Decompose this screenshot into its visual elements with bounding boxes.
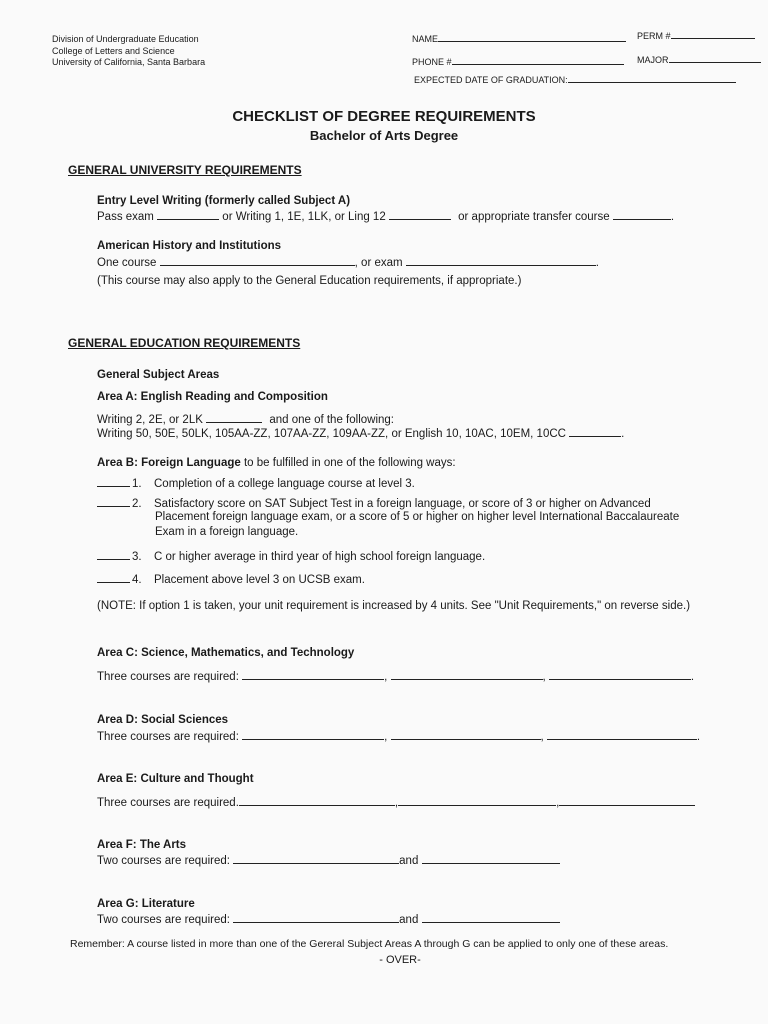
ahi-note: (This course may also apply to the General Education requirements, if appropriate.)	[97, 275, 522, 287]
area-f-blank-1[interactable]	[233, 853, 399, 864]
area-e-required-label: Three courses are required.	[97, 797, 239, 809]
perm-field[interactable]	[637, 29, 755, 41]
area-c-blank-3[interactable]	[549, 669, 691, 680]
section-heading-ge: GENERAL EDUCATION REQUIREMENTS	[68, 336, 301, 350]
area-a-writing50-label: Writing 50, 50E, 50LK, 105AA-ZZ, 107AA-ZZ, 109AA-ZZ, or English 10, 10AC, 10EM, 10CC	[97, 428, 566, 440]
phone-label: PHONE #	[412, 57, 452, 67]
option-text: Completion of a college language course at level 3.	[154, 478, 415, 490]
name-blank[interactable]	[438, 32, 626, 42]
perm-blank[interactable]	[671, 29, 755, 39]
area-e-blank-1[interactable]	[239, 795, 395, 806]
major-label: MAJOR	[637, 55, 669, 65]
perm-label: PERM #	[637, 31, 671, 41]
area-e-row: Three courses are required. , ,	[97, 795, 695, 809]
area-e-blank-3[interactable]	[559, 795, 695, 806]
area-b-option-1	[97, 476, 415, 490]
option-text: Placement above level 3 on UCSB exam.	[154, 574, 365, 586]
org-line: Division of Undergraduate Education	[52, 34, 199, 44]
org-line: University of California, Santa Barbara	[52, 57, 206, 67]
area-a-line2: Writing 50, 50E, 50LK, 105AA-ZZ, 107AA-ZZ, 109AA-ZZ, or English 10, 10AC, 10EM, 10CC .	[97, 428, 625, 440]
ahi-row: One course , or exam .	[97, 257, 599, 269]
area-d-row: Three courses are required: , , .	[97, 731, 701, 743]
elw-transfer-blank[interactable]	[613, 209, 671, 220]
option-2-continued: Placement foreign language exam, or a score of 5 or higher on higher level International Baccalaureate	[155, 511, 680, 523]
name-field[interactable]	[412, 32, 626, 44]
ahi-course-label: One course	[97, 257, 157, 269]
area-c-required-label: Three courses are required:	[97, 671, 239, 683]
area-g-and: and	[399, 914, 419, 926]
ahi-exam-label: , or exam	[354, 257, 403, 269]
area-c-title: Area C: Science, Mathematics, and Technology	[97, 647, 355, 659]
option-number: 2.	[132, 498, 142, 510]
area-c-blank-2[interactable]	[391, 669, 543, 680]
elw-transfer-label: or appropriate transfer course	[458, 211, 610, 223]
area-d-blank-1[interactable]	[242, 729, 384, 740]
remember-note: Remember: A course listed in more than one of the Gereral Subject Areas A through G can be applied to only one of these areas.	[70, 938, 669, 950]
area-f-and: and	[399, 855, 419, 867]
area-c-blank-1[interactable]	[242, 669, 384, 680]
area-g-blank-2[interactable]	[422, 912, 560, 923]
phone-blank[interactable]	[452, 55, 624, 65]
org-line: College of Letters and Science	[52, 45, 175, 56]
option-number: 3.	[132, 551, 142, 563]
name-label: NAME	[412, 34, 439, 44]
area-g-blank-1[interactable]	[233, 912, 399, 923]
elw-writing-blank[interactable]	[389, 209, 451, 220]
page-subtitle: Bachelor of Arts Degree	[309, 128, 459, 143]
area-c-row: Three courses are required: , , .	[97, 671, 695, 683]
area-b-option-3	[97, 549, 485, 563]
area-a-writing50-blank[interactable]	[569, 426, 621, 437]
section-heading-university: GENERAL UNIVERSITY REQUIREMENTS	[68, 163, 302, 177]
option-text: Satisfactory score on SAT Subject Test in a foreign language, or score of 3 or higher on Advanced	[154, 498, 651, 510]
area-g-row	[97, 912, 560, 926]
area-d-blank-3[interactable]	[547, 729, 697, 740]
graduation-blank[interactable]	[568, 73, 736, 83]
page-title: CHECKLIST OF DEGREE REQUIREMENTS	[232, 108, 536, 125]
area-g-title: Area G: Literature	[97, 898, 195, 910]
area-b-option-blank[interactable]	[97, 549, 130, 560]
area-b-option-2	[97, 496, 651, 510]
area-f-title: Area F: The Arts	[97, 839, 187, 851]
area-f-required-label: Two courses are required:	[97, 855, 230, 867]
area-d-blank-2[interactable]	[391, 729, 541, 740]
area-e-title: Area E: Culture and Thought	[97, 773, 254, 785]
option-2-continued: Exam in a foreign language.	[155, 526, 299, 538]
option-text: C or higher average in third year of high school foreign language.	[154, 551, 486, 563]
over-marker: - OVER-	[379, 954, 421, 966]
area-g-required-label: Two courses are required:	[97, 914, 230, 926]
area-b-option-blank[interactable]	[97, 572, 130, 583]
area-b-intro: to be fulfilled in one of the following ways:	[240, 457, 456, 469]
area-b-option-blank[interactable]	[97, 476, 130, 487]
ahi-exam-blank[interactable]	[406, 255, 596, 266]
area-a-writing2-blank[interactable]	[206, 412, 262, 423]
elw-title: Entry Level Writing (formerly called Subject A)	[97, 195, 351, 207]
area-a-line1	[97, 412, 394, 426]
area-b-title: Area B: Foreign Language	[97, 457, 241, 469]
area-d-required-label: Three courses are required:	[97, 731, 239, 743]
option-number: 1.	[132, 478, 142, 490]
ahi-course-blank[interactable]	[160, 255, 355, 266]
elw-pass-label: Pass exam	[97, 211, 154, 223]
area-a-title: Area A: English Reading and Composition	[97, 391, 328, 403]
elw-row: Pass exam or Writing 1, 1E, 1LK, or Ling 12 or appropriate transfer course .	[97, 211, 675, 223]
major-field[interactable]	[637, 53, 761, 65]
area-b-option-4	[97, 572, 365, 586]
option-number: 4.	[132, 574, 142, 586]
elw-pass-blank[interactable]	[157, 209, 219, 220]
area-f-blank-2[interactable]	[422, 853, 560, 864]
area-e-blank-2[interactable]	[398, 795, 556, 806]
graduation-field[interactable]	[414, 73, 736, 85]
ahi-title: American History and Institutions	[97, 240, 282, 252]
area-f-row	[97, 853, 560, 867]
area-d-title: Area D: Social Sciences	[97, 714, 229, 726]
graduation-label: EXPECTED DATE OF GRADUATION:	[414, 75, 568, 85]
major-blank[interactable]	[669, 53, 761, 63]
area-a-writing2-label: Writing 2, 2E, or 2LK	[97, 414, 203, 426]
area-b-option-blank[interactable]	[97, 496, 130, 507]
area-a-following-label: and one of the following:	[269, 414, 394, 426]
area-b-note: (NOTE: If option 1 is taken, your unit requirement is increased by 4 units. See "Unit Requirements," on reverse side.)	[97, 600, 691, 612]
area-b-heading	[97, 457, 456, 469]
subject-areas-heading: General Subject Areas	[97, 369, 220, 381]
elw-writing-label: or Writing 1, 1E, 1LK, or Ling 12	[222, 211, 386, 223]
org-block	[52, 34, 205, 69]
phone-field[interactable]	[412, 55, 624, 67]
